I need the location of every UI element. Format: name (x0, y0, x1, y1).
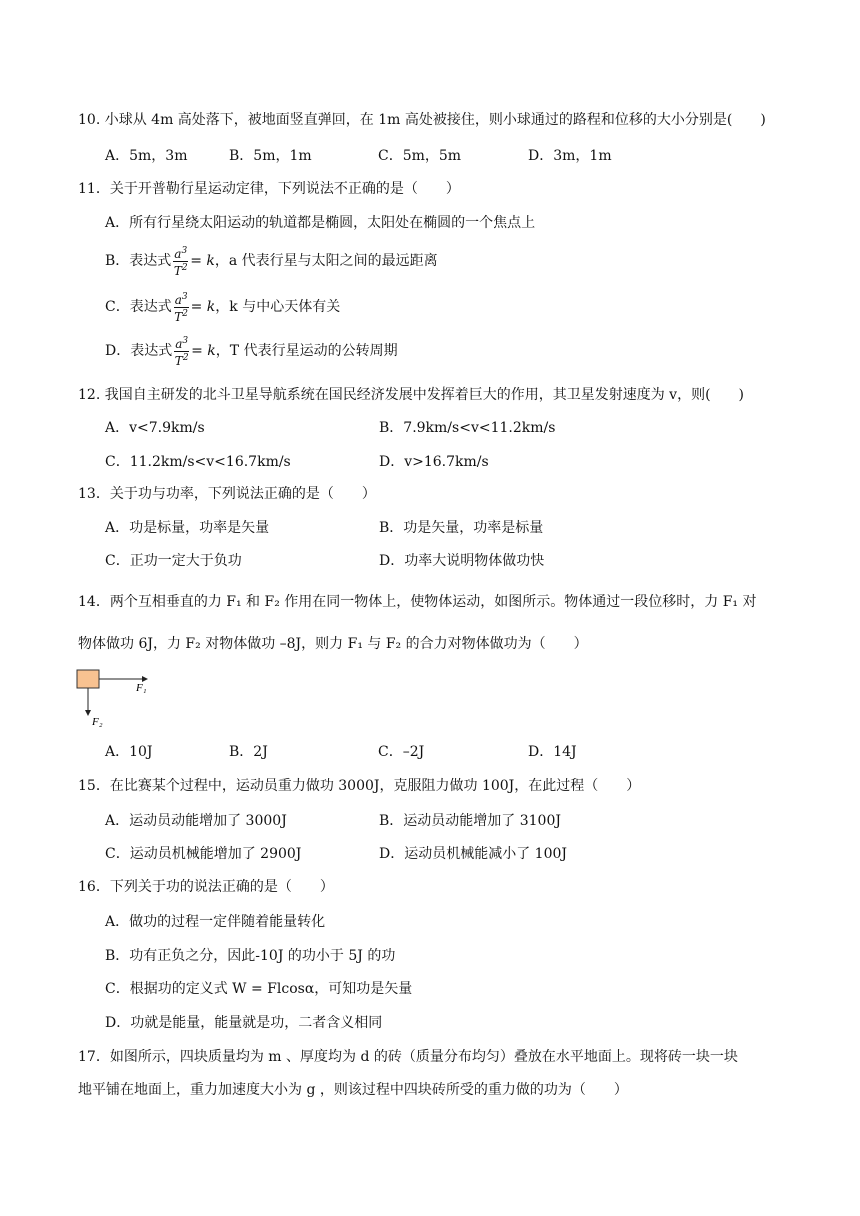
question-10-option-d: D．3m，1m (528, 148, 612, 164)
question-12-option-a: A．v<7.9km/s (105, 420, 205, 436)
question-17-stem-continued: 地平铺在地面上，重力加速度大小为 g ，则该过程中四块砖所受的重力做的功为（ ） (78, 1082, 628, 1098)
question-15-option-c: C．运动员机械能增加了 2900J (105, 846, 302, 862)
question-16-option-d: D．功就是能量，能量就是功，二者含义相同 (105, 1015, 383, 1031)
question-10-option-a: A．5m，3m (105, 148, 188, 164)
block-shape (77, 670, 99, 688)
question-12-option-d: D．v>16.7km/s (379, 454, 489, 470)
question-14-stem: 14．两个互相垂直的力 F₁ 和 F₂ 作用在同一物体上，使物体运动，如图所示。物体通过一段位移时，力 F₁ 对 (78, 594, 757, 610)
kepler-fraction: $\frac{a^3}{T^2}$ (174, 291, 189, 324)
question-14-stem-continued: 物体做功 6J，力 F₂ 对物体做功 –8J，则力 F₁ 与 F₂ 的合力对物体做功为（ ） (78, 636, 588, 652)
question-12-stem: 12. 我国自主研发的北斗卫星导航系统在国民经济发展中发挥着巨大的作用，其卫星发射速度为 v，则( ) (78, 387, 744, 403)
question-15-stem: 15．在比赛某个过程中，运动员重力做功 3000J，克服阻力做功 100J，在此过程（ ） (78, 778, 641, 794)
question-13-option-d: D．功率大说明物体做功快 (379, 553, 545, 569)
question-16-option-c: C．根据功的定义式 W = Flcosα，可知功是矢量 (105, 981, 413, 997)
question-11-stem: 11．关于开普勒行星运动定律，下列说法不正确的是（ ） (78, 181, 460, 197)
force-f1-label: F₁ (136, 682, 147, 694)
question-15-option-d: D．运动员机械能减小了 100J (379, 846, 568, 862)
option-prefix: B．表达式 (105, 253, 172, 269)
question-12-option-b: B．7.9km/s<v<11.2km/s (379, 420, 556, 436)
question-13-option-c: C．正功一定大于负功 (105, 553, 242, 569)
question-10-option-b: B．5m，1m (229, 148, 312, 164)
kepler-fraction: $\frac{a^3}{T^2}$ (174, 335, 189, 368)
question-10-stem: 10. 小球从 4m 高处落下，被地面竖直弹回，在 1m 高处被接住，则小球通过的路程和位移的大小分别是( ) (78, 112, 766, 128)
question-15-option-b: B．运动员动能增加了 3100J (379, 813, 561, 829)
question-14-option-a: A．10J (105, 744, 153, 760)
question-13-stem: 13．关于功与功率，下列说法正确的是（ ） (78, 486, 376, 502)
question-17-stem: 17．如图所示，四块质量均为 m 、厚度均为 d 的砖（质量分布均匀）叠放在水平地面上。现将砖一块一块 (78, 1049, 738, 1065)
question-13-option-b: B．功是矢量，功率是标量 (379, 520, 544, 536)
question-11-option-c: C．表达式 $\frac{a^3}{T^2}$ = k，k 与中心天体有关 (105, 291, 341, 324)
question-14-option-d: D．14J (528, 744, 577, 760)
question-11-option-b: B．表达式 $\frac{a^3}{T^2}$ = k，a 代表行星与太阳之间的最远距离 (105, 245, 438, 278)
question-16-option-b: B．功有正负之分，因此-10J 的功小于 5J 的功 (105, 948, 396, 964)
force-f2-arrowhead (85, 710, 91, 716)
question-11-option-a: A．所有行星绕太阳运动的轨道都是椭圆，太阳处在椭圆的一个焦点上 (105, 215, 536, 231)
force-f2-label: F₂ (92, 716, 103, 728)
question-12-option-c: C．11.2km/s<v<16.7km/s (105, 454, 291, 470)
question-15-option-a: A．运动员动能增加了 3000J (105, 813, 287, 829)
question-16-option-a: A．做功的过程一定伴随着能量转化 (105, 914, 326, 930)
question-14-option-c: C．–2J (378, 744, 425, 760)
question-10-option-c: C．5m，5m (378, 148, 462, 164)
question-16-stem: 16．下列关于功的说法正确的是（ ） (78, 879, 334, 895)
question-13-option-a: A．功是标量，功率是矢量 (105, 520, 270, 536)
kepler-fraction: $\frac{a^3}{T^2}$ (173, 245, 188, 278)
question-14-option-b: B．2J (229, 744, 268, 760)
force-diagram (74, 668, 164, 728)
question-11-option-d: D．表达式 $\frac{a^3}{T^2}$ = k，T 代表行星运动的公转周期 (105, 335, 398, 368)
